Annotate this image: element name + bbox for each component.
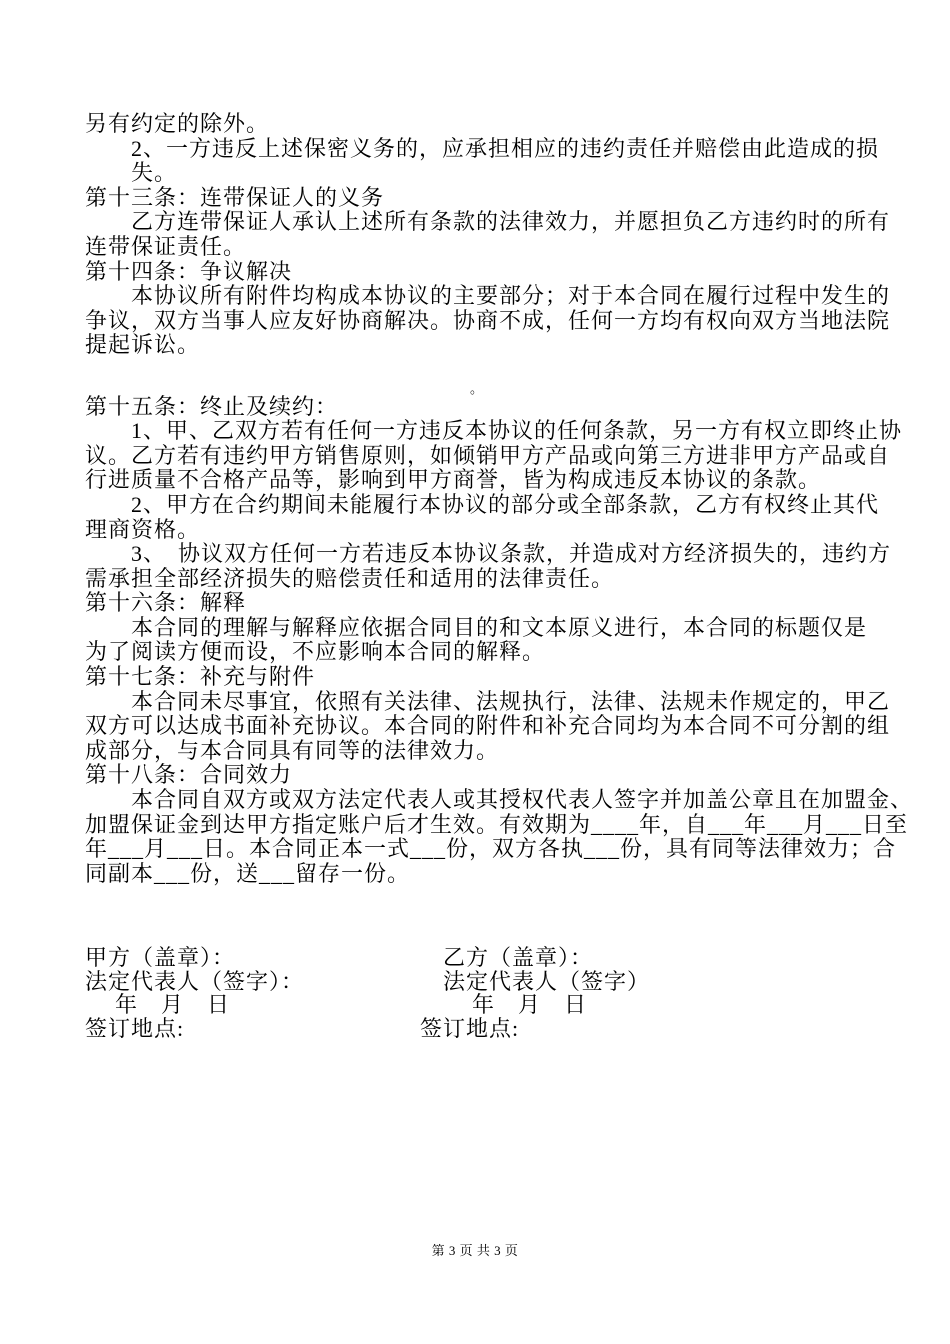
document-line: 双方可以达成书面补充协议。本合同的附件和补充合同均为本合同不可分割的组 xyxy=(85,713,891,739)
document-line: 议。乙方若有违约甲方销售原则，如倾销甲方产品或向第三方进非甲方产品或自 xyxy=(85,442,891,468)
document-line: 2、一方违反上述保密义务的，应承担相应的违约责任并赔偿由此造成的损 xyxy=(131,135,880,161)
document-line: 第十三条：连带保证人的义务 xyxy=(85,184,385,210)
document-line: 年___月___日。本合同正本一式___份，双方各执___份，具有同等法律效力；合 xyxy=(85,836,897,862)
signature-row xyxy=(85,988,868,1018)
party-a-representative-label: 法定代表人（签字）： xyxy=(85,968,305,994)
document-line: 行进质量不合格产品等，影响到甲方商誉，皆为构成违反本协议的条款。 xyxy=(85,467,822,493)
party-a-seal-label: 甲方（盖章）： xyxy=(85,945,236,970)
document-line: 成部分，与本合同具有同等的法律效力。 xyxy=(85,737,500,763)
document-line: 。 xyxy=(469,380,483,396)
document-line: 本合同自双方或双方法定代表人或其授权代表人签字并加盖公章且在加盟金、 xyxy=(131,787,914,813)
party-b-signing-place-label: 签订地点: xyxy=(420,1015,520,1041)
document-line: 需承担全部经济损失的赔偿责任和适用的法律责任。 xyxy=(85,565,615,591)
party-a-signing-place-label: 签订地点: xyxy=(85,1015,185,1041)
document-line: 第十五条：终止及续约： xyxy=(85,393,339,419)
page-number: 第 3 页 共 3 页 xyxy=(431,1243,519,1258)
document-line: 第十四条：争议解决 xyxy=(85,258,293,284)
blank-line xyxy=(85,358,868,383)
document-line: 同副本___份，送___留存一份。 xyxy=(85,860,411,886)
document-line: 理商资格。 xyxy=(85,516,201,542)
document-line: 1、甲、乙双方若有任何一方违反本协议的任何条款，另一方有权立即终止协 xyxy=(131,418,903,444)
party-b-date-label: 年 月 日 xyxy=(472,992,588,1018)
document-line: 本协议所有附件均构成本协议的主要部分；对于本合同在履行过程中发生的 xyxy=(131,283,891,309)
document-line: 第十八条：合同效力 xyxy=(85,762,293,788)
document-line: 本合同的理解与解释应依据合同目的和文本原义进行，本合同的标题仅是 xyxy=(131,614,868,640)
document-line: 3、 协议双方任何一方若违反本协议条款，并造成对方经济损失的，违约方 xyxy=(131,541,892,567)
contract-body xyxy=(85,111,914,886)
signature-row xyxy=(85,965,868,994)
party-b-representative-label: 法定代表人（签字） xyxy=(443,968,651,994)
signature-block xyxy=(85,941,868,1041)
document-line: 为了阅读方便而设，不应影响本合同的解释。 xyxy=(85,639,546,665)
document-line: 加盟保证金到达甲方指定账户后才生效。有效期为____年，自___年___月___日至 xyxy=(85,811,909,837)
document-line: 第十七条：补充与附件 xyxy=(85,664,316,690)
document-line: 另有约定的除外。 xyxy=(85,111,270,136)
document-line: 2、甲方在合约期间未能履行本协议的部分或全部条款，乙方有权终止其代 xyxy=(131,491,880,517)
document-line: 失。 xyxy=(131,160,178,186)
signature-row xyxy=(85,1012,868,1041)
document-line: 争议，双方当事人应友好协商解决。协商不成，任何一方均有权向双方当地法院 xyxy=(85,307,891,333)
document-line: 本合同未尽事宜，依照有关法律、法规执行，法律、法规未作规定的，甲乙 xyxy=(131,688,891,714)
signature-row xyxy=(85,941,868,970)
document-line: 乙方连带保证人承认上述所有条款的法律效力，并愿担负乙方违约时的所有 xyxy=(131,209,891,235)
document-line: 连带保证责任。 xyxy=(85,233,247,259)
page-footer xyxy=(0,1240,950,1259)
document-line: 提起诉讼。 xyxy=(85,332,201,358)
party-b-seal-label: 乙方（盖章）： xyxy=(443,945,594,970)
document-line: 第十六条：解释 xyxy=(85,590,247,616)
party-a-date-label: 年 月 日 xyxy=(115,992,231,1018)
